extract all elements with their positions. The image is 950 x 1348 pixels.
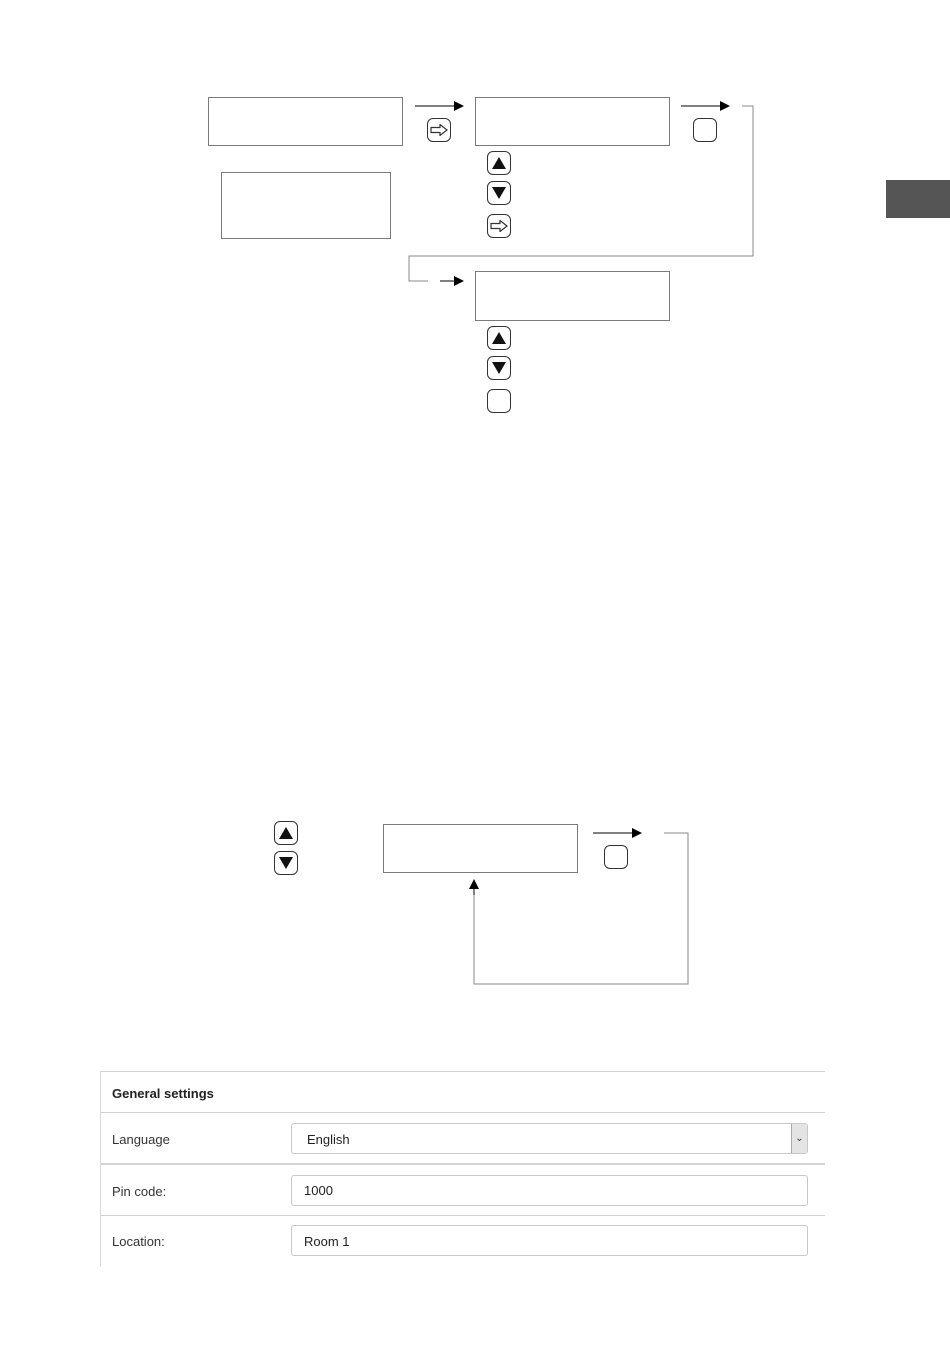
blank-key-icon <box>693 118 717 142</box>
language-select[interactable] <box>291 1123 808 1154</box>
display-box-5 <box>383 824 578 873</box>
display-box-3 <box>221 172 391 239</box>
blank-key-icon <box>487 389 511 413</box>
display-box-4 <box>475 271 670 321</box>
pin-code-row <box>101 1163 825 1215</box>
pin-code-value: 1000 <box>304 1183 333 1198</box>
location-input[interactable] <box>291 1225 808 1256</box>
down-arrow-key-icon <box>487 181 511 205</box>
chevron-down-icon[interactable]: ⌄ <box>791 1124 807 1153</box>
settings-title: General settings <box>112 1086 214 1101</box>
down-arrow-key-icon <box>274 851 298 875</box>
down-arrow-key-icon <box>487 356 511 380</box>
location-row <box>101 1215 825 1267</box>
pin-code-input[interactable] <box>291 1175 808 1206</box>
language-label: Language <box>112 1132 170 1147</box>
display-box-1 <box>208 97 403 146</box>
general-settings-panel <box>100 1071 825 1267</box>
location-label: Location: <box>112 1234 165 1249</box>
blank-key-icon <box>604 845 628 869</box>
location-value: Room 1 <box>304 1234 350 1249</box>
right-arrow-key-icon <box>487 214 511 238</box>
pin-code-label: Pin code: <box>112 1184 167 1199</box>
language-row <box>101 1112 825 1164</box>
up-arrow-key-icon <box>487 151 511 175</box>
language-value: English <box>307 1132 350 1147</box>
settings-header-row <box>101 1071 825 1113</box>
display-box-2 <box>475 97 670 146</box>
up-arrow-key-icon <box>487 326 511 350</box>
up-arrow-key-icon <box>274 821 298 845</box>
right-arrow-key-icon <box>427 118 451 142</box>
